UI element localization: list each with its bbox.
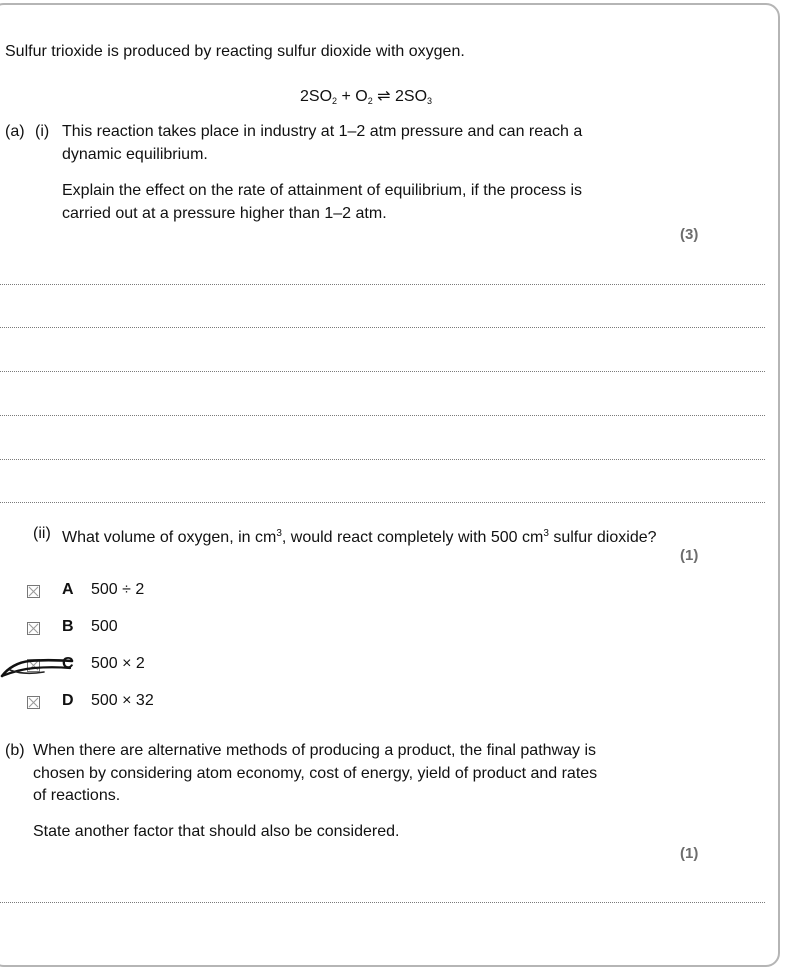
part-a-i-line4: carried out at a pressure higher than 1–2 atm. (62, 205, 387, 222)
part-a-ii-label: (ii) (33, 525, 51, 542)
part-a-i-label: (i) (35, 123, 50, 140)
option-b-letter: B (62, 618, 74, 635)
option-b-value: 500 (91, 618, 118, 635)
part-a-ii-question: What volume of oxygen, in $cm^3$, would react completely with 500 $cm^3$ sulfur dioxide? (62, 528, 657, 546)
part-b-label: (b) (5, 742, 25, 759)
part-a-label: (a) (5, 123, 25, 140)
option-a-checkbox[interactable] (27, 585, 40, 598)
part-a-i-line3: Explain the effect on the rate of attainment of equilibrium, if the process is (62, 182, 582, 199)
answer-line[interactable] (0, 415, 765, 416)
option-a-value: 500 ÷ 2 (91, 581, 145, 598)
option-a-letter: A (62, 581, 74, 598)
option-d-checkbox[interactable] (27, 696, 40, 709)
part-b-marks: (1) (680, 845, 699, 862)
option-c-value: 500 × 2 (91, 655, 145, 672)
answer-line[interactable] (0, 371, 765, 372)
part-a-i-line2: dynamic equilibrium. (62, 146, 208, 163)
part-b-line4: State another factor that should also be considered. (33, 823, 400, 840)
part-a-i-marks: (3) (680, 226, 699, 243)
part-a-i-line1: This reaction takes place in industry at 1–2 atm pressure and can reach a (62, 123, 583, 140)
part-b-line1: When there are alternative methods of producing a product, the final pathway is (33, 742, 596, 759)
option-b-checkbox[interactable] (27, 622, 40, 635)
option-d-letter: D (62, 692, 74, 709)
intro-text: Sulfur trioxide is produced by reacting sulfur dioxide with oxygen. (5, 43, 465, 60)
answer-line[interactable] (0, 902, 765, 903)
answer-line[interactable] (0, 502, 765, 503)
answer-line[interactable] (0, 284, 765, 285)
chemical-equation: $2SO_2 + O_2$ ⇌ $2SO_3$ (300, 88, 433, 106)
part-a-ii-marks: (1) (680, 547, 699, 564)
handwritten-mark (0, 648, 80, 684)
part-b-line2: chosen by considering atom economy, cost of energy, yield of product and rates (33, 765, 598, 782)
option-d-value: 500 × 32 (91, 692, 154, 709)
part-b-line3: of reactions. (33, 787, 121, 804)
option-c-letter: C (62, 655, 74, 672)
answer-line[interactable] (0, 327, 765, 328)
answer-line[interactable] (0, 459, 765, 460)
